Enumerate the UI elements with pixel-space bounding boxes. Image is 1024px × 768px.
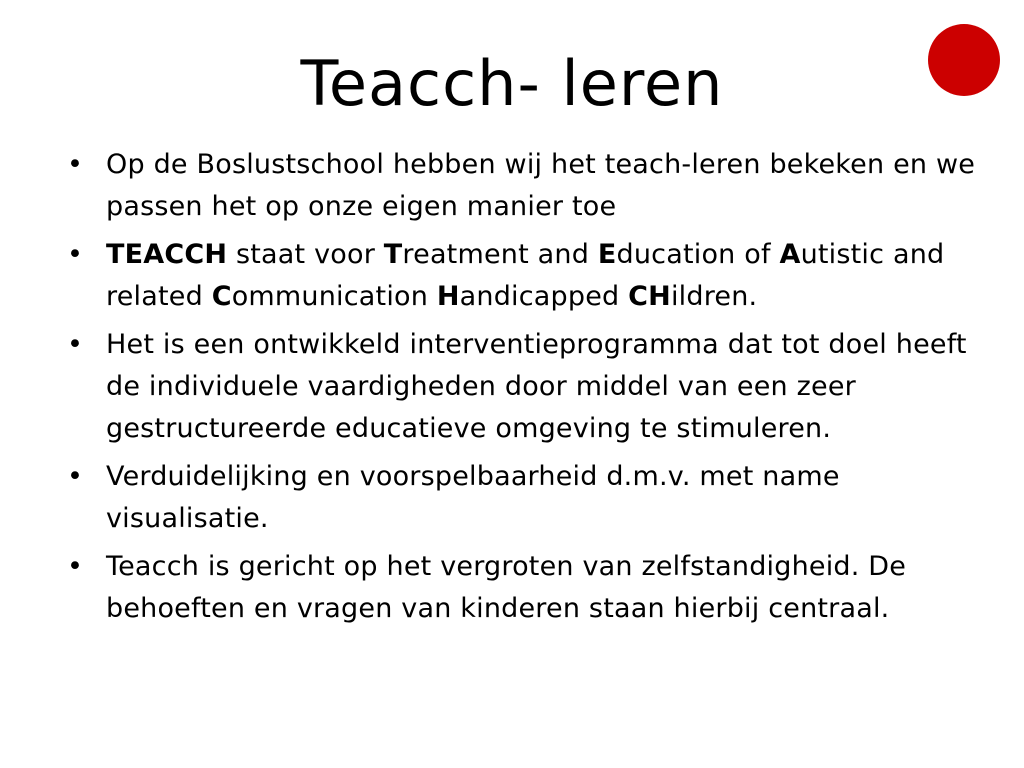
- bullet-text: reatment and: [402, 239, 598, 270]
- bullet-text-bold: H: [436, 281, 460, 312]
- bullet-list: [62, 144, 982, 636]
- bullet-marker: •: [67, 239, 84, 270]
- bullet-text-bold: T: [383, 239, 403, 270]
- bullet-marker: •: [67, 551, 84, 582]
- bullet-item: [62, 456, 982, 540]
- bullet-marker: •: [67, 329, 84, 360]
- bullet-text: Op de Boslustschool hebben wij het teach-leren bekeken en we passen het op onze eigen manier toe: [106, 149, 976, 222]
- bullet-text-bold: E: [597, 239, 617, 270]
- bullet-text: ildren.: [670, 281, 758, 312]
- bullet-item: [62, 546, 982, 630]
- bullet-marker: •: [67, 461, 84, 492]
- bullet-text: Het is een ontwikkeld interventieprogramma dat tot doel heeft de individuele vaardigheden door middel van een zeer gestructureerde educatieve omgeving te stimuleren.: [106, 329, 967, 444]
- bullet-marker: •: [67, 149, 84, 180]
- bullet-text: Teacch is gericht op het vergroten van zelfstandigheid. De behoeften en vragen van kinderen staan hierbij centraal.: [106, 551, 907, 624]
- bullet-text: ommunication: [231, 281, 437, 312]
- bullet-text-bold: CH: [628, 281, 671, 312]
- bullet-text-bold: A: [779, 239, 801, 270]
- slide-title: Teacch- leren: [300, 47, 724, 120]
- bullet-text: Verduidelijking en voorspelbaarheid d.m.v. met name visualisatie.: [106, 461, 840, 534]
- bullet-text: ducation of: [616, 239, 780, 270]
- bullet-text-bold: TEACCH: [106, 239, 228, 270]
- bullet-item: [62, 324, 982, 450]
- bullet-text: staat voor: [227, 239, 384, 270]
- bullet-item: [62, 234, 982, 318]
- bullet-text: andicapped: [459, 281, 629, 312]
- red-circle-icon: [928, 24, 1000, 96]
- bullet-text-bold: C: [211, 281, 232, 312]
- bullet-text: utistic and related: [106, 239, 945, 312]
- bullet-item: [62, 144, 982, 228]
